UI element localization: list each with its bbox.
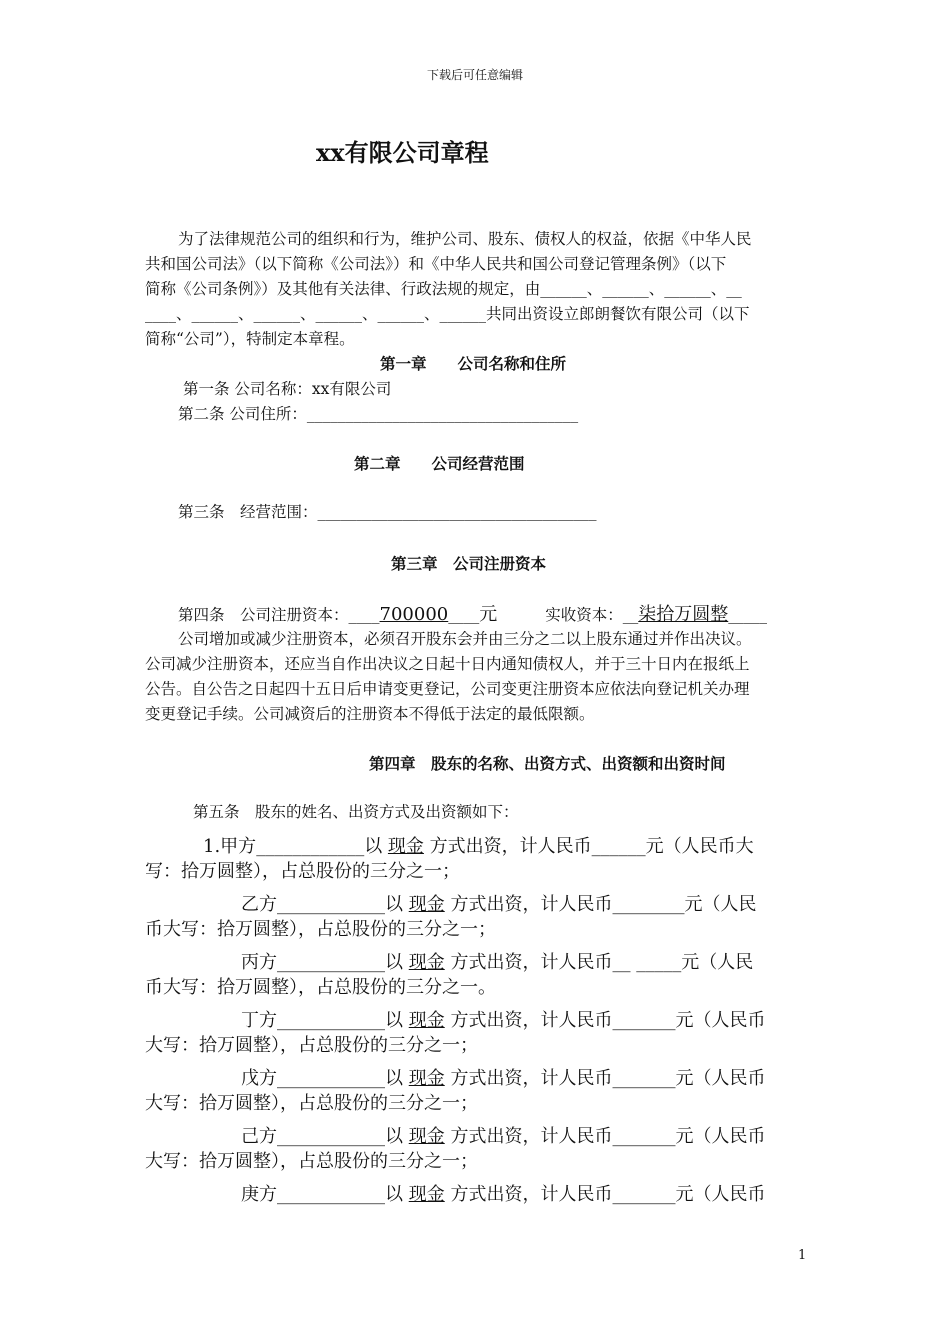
blank-line: _______ bbox=[612, 1126, 676, 1147]
shareholder-row bbox=[241, 1180, 765, 1206]
article-4-body-line: 公司增加或减少注册资本，必须召开股东会并由三分之二以上股东通过并作出决议。 bbox=[178, 630, 752, 648]
text: 元（人民 bbox=[681, 952, 754, 973]
blank-line: ____________ bbox=[256, 836, 365, 857]
text: 以 bbox=[385, 1068, 403, 1089]
text: 方式出资，计人民币 bbox=[450, 1068, 613, 1089]
contribution-method: 现金 bbox=[408, 894, 445, 915]
blank-line: _______ bbox=[612, 1068, 676, 1089]
text: 以 bbox=[364, 836, 383, 857]
page-number: 1 bbox=[798, 1248, 807, 1263]
chapter-1-heading: 第一章 公司名称和住所 bbox=[380, 354, 567, 373]
chapter-2-heading: 第二章 公司经营范围 bbox=[354, 454, 525, 473]
shareholder-row bbox=[241, 948, 753, 974]
preamble-line: 简称“公司”），特制定本章程。 bbox=[145, 330, 355, 348]
text: 元（人民币大 bbox=[645, 836, 754, 857]
contribution-method: 现金 bbox=[387, 836, 424, 857]
article-3: 第三条 经营范围：____________________________________ bbox=[178, 503, 597, 521]
text: 方式出资，计人民币 bbox=[450, 1126, 613, 1147]
contribution-method: 现金 bbox=[408, 1126, 445, 1147]
chapter-3-heading: 第三章 公司注册资本 bbox=[391, 554, 547, 573]
text: 以 bbox=[385, 894, 403, 915]
shareholder-row-continued: 大写：拾万圆整），占总股份的三分之一； bbox=[145, 1035, 478, 1056]
shareholder-row bbox=[241, 890, 756, 916]
text: 方式出资，计人民币 bbox=[450, 1184, 613, 1205]
blank-line: ____________ bbox=[277, 1010, 385, 1031]
shareholder-row-continued: 币大写：拾万圆整），占总股份的三分之一。 bbox=[145, 977, 496, 998]
text: 元（人民 bbox=[684, 894, 757, 915]
article-4 bbox=[178, 600, 767, 626]
text: 方式出资，计人民币 bbox=[429, 836, 592, 857]
preamble-line: 简称《公司条例》）及其他有关法律、行政法规的规定，由______、______、______、__ bbox=[145, 280, 742, 298]
blank-line: ____________ bbox=[277, 952, 385, 973]
article-5: 第五条 股东的姓名、出资方式及出资额如下： bbox=[193, 803, 519, 821]
shareholder-name: 1.甲方 bbox=[203, 836, 257, 857]
preamble-line: ____、______、______、______、______、______共同出资设立郎朗餐饮有限公司（以下 bbox=[145, 305, 750, 323]
article-2: 第二条 公司住所：___________________________________ bbox=[178, 405, 579, 423]
shareholder-name: 庚方 bbox=[241, 1184, 277, 1205]
shareholder-row-continued: 币大写：拾万圆整），占总股份的三分之一； bbox=[145, 919, 496, 940]
shareholder-name: 戊方 bbox=[241, 1068, 277, 1089]
shareholder-row-continued: 写：拾万圆整），占总股份的三分之一； bbox=[145, 861, 460, 882]
shareholder-row-continued: 大写：拾万圆整），占总股份的三分之一； bbox=[145, 1151, 478, 1172]
paid-in-capital-label: 实收资本： bbox=[545, 606, 623, 624]
text: 元（人民币 bbox=[675, 1010, 766, 1031]
article-4-label: 第四条 公司注册资本： bbox=[178, 606, 349, 624]
text: 方式出资，计人民币 bbox=[450, 1010, 613, 1031]
text: 以 bbox=[385, 1126, 403, 1147]
shareholder-name: 丙方 bbox=[241, 952, 277, 973]
page-header: 下载后可任意编辑 bbox=[426, 68, 523, 82]
blank-line: ____________ bbox=[277, 1126, 385, 1147]
blank-line: ____ bbox=[448, 606, 480, 624]
text: 以 bbox=[385, 952, 403, 973]
currency-unit: 元 bbox=[479, 604, 498, 625]
text: 元（人民币 bbox=[675, 1126, 766, 1147]
text: 元（人民币 bbox=[675, 1184, 766, 1205]
registered-capital-value: 700000 bbox=[379, 604, 449, 625]
shareholder-row bbox=[241, 1006, 765, 1032]
blank-line: _______ bbox=[612, 1184, 676, 1205]
contribution-method: 现金 bbox=[408, 1068, 445, 1089]
shareholder-name: 乙方 bbox=[241, 894, 277, 915]
blank-line: ________ bbox=[612, 894, 685, 915]
text: 方式出资，计人民币 bbox=[450, 894, 613, 915]
text: 以 bbox=[385, 1184, 403, 1205]
article-4-body-line: 变更登记手续。公司减资后的注册资本不得低于法定的最低限额。 bbox=[145, 705, 595, 723]
article-1: 第一条 公司名称：xx有限公司 bbox=[183, 380, 392, 398]
blank-line: ____________ bbox=[277, 1068, 385, 1089]
blank-line: __ bbox=[622, 606, 639, 624]
shareholder-name: 己方 bbox=[241, 1126, 277, 1147]
contribution-method: 现金 bbox=[408, 952, 445, 973]
paid-in-capital-value: 柒拾万圆整 bbox=[638, 604, 729, 625]
article-4-body-line: 公司减少注册资本，还应当自作出决议之日起十日内通知债权人，并于三十日内在报纸上 bbox=[145, 655, 750, 673]
text: 以 bbox=[385, 1010, 403, 1031]
document-title: xx有限公司章程 bbox=[316, 138, 489, 167]
blank-line: ______ bbox=[591, 836, 646, 857]
blank-line: ____________ bbox=[277, 1184, 385, 1205]
blank-line: _______ bbox=[612, 1010, 676, 1031]
contribution-method: 现金 bbox=[408, 1184, 445, 1205]
text: 方式出资，计人民币 bbox=[450, 952, 613, 973]
text: 元（人民币 bbox=[675, 1068, 766, 1089]
preamble-line: 为了法律规范公司的组织和行为，维护公司、股东、债权人的权益，依据《中华人民 bbox=[178, 230, 752, 248]
chapter-4-heading: 第四章 股东的名称、出资方式、出资额和出资时间 bbox=[369, 754, 726, 773]
shareholder-row-continued: 大写：拾万圆整），占总股份的三分之一； bbox=[145, 1093, 478, 1114]
blank-line: __ _____ bbox=[612, 952, 682, 973]
blank-line: ____ bbox=[348, 606, 380, 624]
shareholder-row bbox=[241, 1122, 765, 1148]
blank-line: ____________ bbox=[277, 894, 385, 915]
article-4-body-line: 公告。自公告之日起四十五日后申请变更登记，公司变更注册资本应依法向登记机关办理 bbox=[145, 680, 750, 698]
shareholder-row bbox=[203, 832, 754, 858]
contribution-method: 现金 bbox=[408, 1010, 445, 1031]
preamble-line: 共和国公司法》（以下简称《公司法》）和《中华人民共和国公司登记管理条例》（以下 bbox=[145, 255, 727, 273]
shareholder-name: 丁方 bbox=[241, 1010, 277, 1031]
shareholder-row bbox=[241, 1064, 765, 1090]
blank-line: _____ bbox=[728, 606, 767, 624]
